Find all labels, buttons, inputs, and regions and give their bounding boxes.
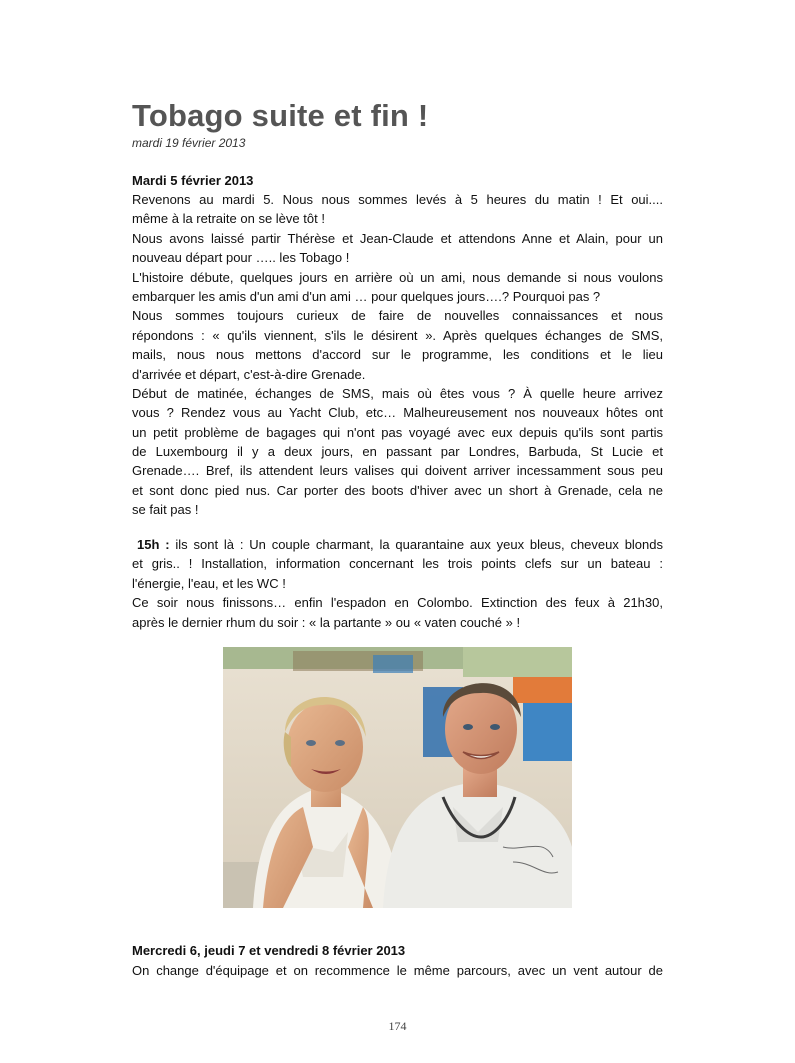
text-line: et sont donc pied nus. Car porter des boots d'hiver avec un short à Grenade, cela ne: [132, 482, 663, 498]
article-title: Tobago suite et fin !: [132, 98, 429, 133]
text-line: Revenons au mardi 5. Nous nous sommes levés à 5 heures du matin ! Et oui....: [132, 192, 663, 207]
text-line: même à la retraite on se lève tôt !: [132, 211, 325, 227]
text-line: Grenade…. Bref, ils attendent leurs valises qui doivent arriver incessamment sous peu: [132, 463, 663, 479]
section2-body: [132, 535, 663, 632]
text-line: embarquer les amis d'un ami d'un ami … pour quelques jours….? Pourquoi pas ?: [132, 288, 601, 304]
text-line-rest: ils sont là : Un couple charmant, la quarantaine aux yeux bleus, cheveux blonds: [175, 537, 663, 552]
text-line: Nous sommes toujours curieux de faire de nouvelles connaissances et nous: [132, 308, 663, 324]
section3-body: [132, 961, 663, 980]
article-date: mardi 19 février 2013: [132, 136, 246, 150]
couple-photo: [223, 647, 572, 908]
text-line: L'histoire débute, quelques jours en arrière où un ami, nous demande si nous voulons: [132, 269, 663, 285]
text-line: répondons : « qu'ils viennent, s'ils le désirent ». Après quelques échanges de SMS,: [132, 327, 663, 343]
text-line: l'énergie, l'eau, et les WC !: [132, 575, 286, 591]
section1-body: [132, 190, 663, 520]
text-line: On change d'équipage et on recommence le même parcours, avec un vent autour de: [132, 963, 663, 978]
text-line: un petit problème de bagages qui n'ont pas voyagé avec eux depuis qu'ils sont partis: [132, 424, 663, 440]
text-line: d'arrivée et départ, c'est-à-dire Grenade.: [132, 366, 366, 382]
text-line: mails, nous nous mettons d'accord sur le programme, les conditions et le lieu: [132, 347, 663, 363]
section1-heading: Mardi 5 février 2013: [132, 173, 254, 188]
text-line: après le dernier rhum du soir : « la partante » ou « vaten couché » !: [132, 614, 521, 630]
text-line: se fait pas !: [132, 502, 199, 518]
section3-heading: Mercredi 6, jeudi 7 et vendredi 8 février 2013: [132, 943, 406, 958]
text-line: Début de matinée, échanges de SMS, mais où êtes vous ? À quelle heure arrivez: [132, 385, 663, 401]
text-line: et gris.. ! Installation, information concernant les trois points clefs sur un bateau :: [132, 556, 663, 572]
time-label: 15h :: [137, 537, 170, 552]
text-line: [132, 535, 663, 554]
text-line: Nous avons laissé partir Thérèse et Jean-Claude et attendons Anne et Alain, pour un: [132, 230, 663, 246]
page-number: 174: [388, 1019, 407, 1033]
text-line: Ce soir nous finissons… enfin l'espadon en Colombo. Extinction des feux à 21h30,: [132, 595, 663, 611]
text-line: nouveau départ pour ….. les Tobago !: [132, 250, 350, 266]
text-line: vous ? Rendez vous au Yacht Club, etc… Malheureusement nos nouveaux hôtes ont: [132, 405, 663, 421]
text-line: de Luxembourg il y a deux jours, en passant par Londres, Barbuda, St Lucie et: [132, 444, 663, 460]
